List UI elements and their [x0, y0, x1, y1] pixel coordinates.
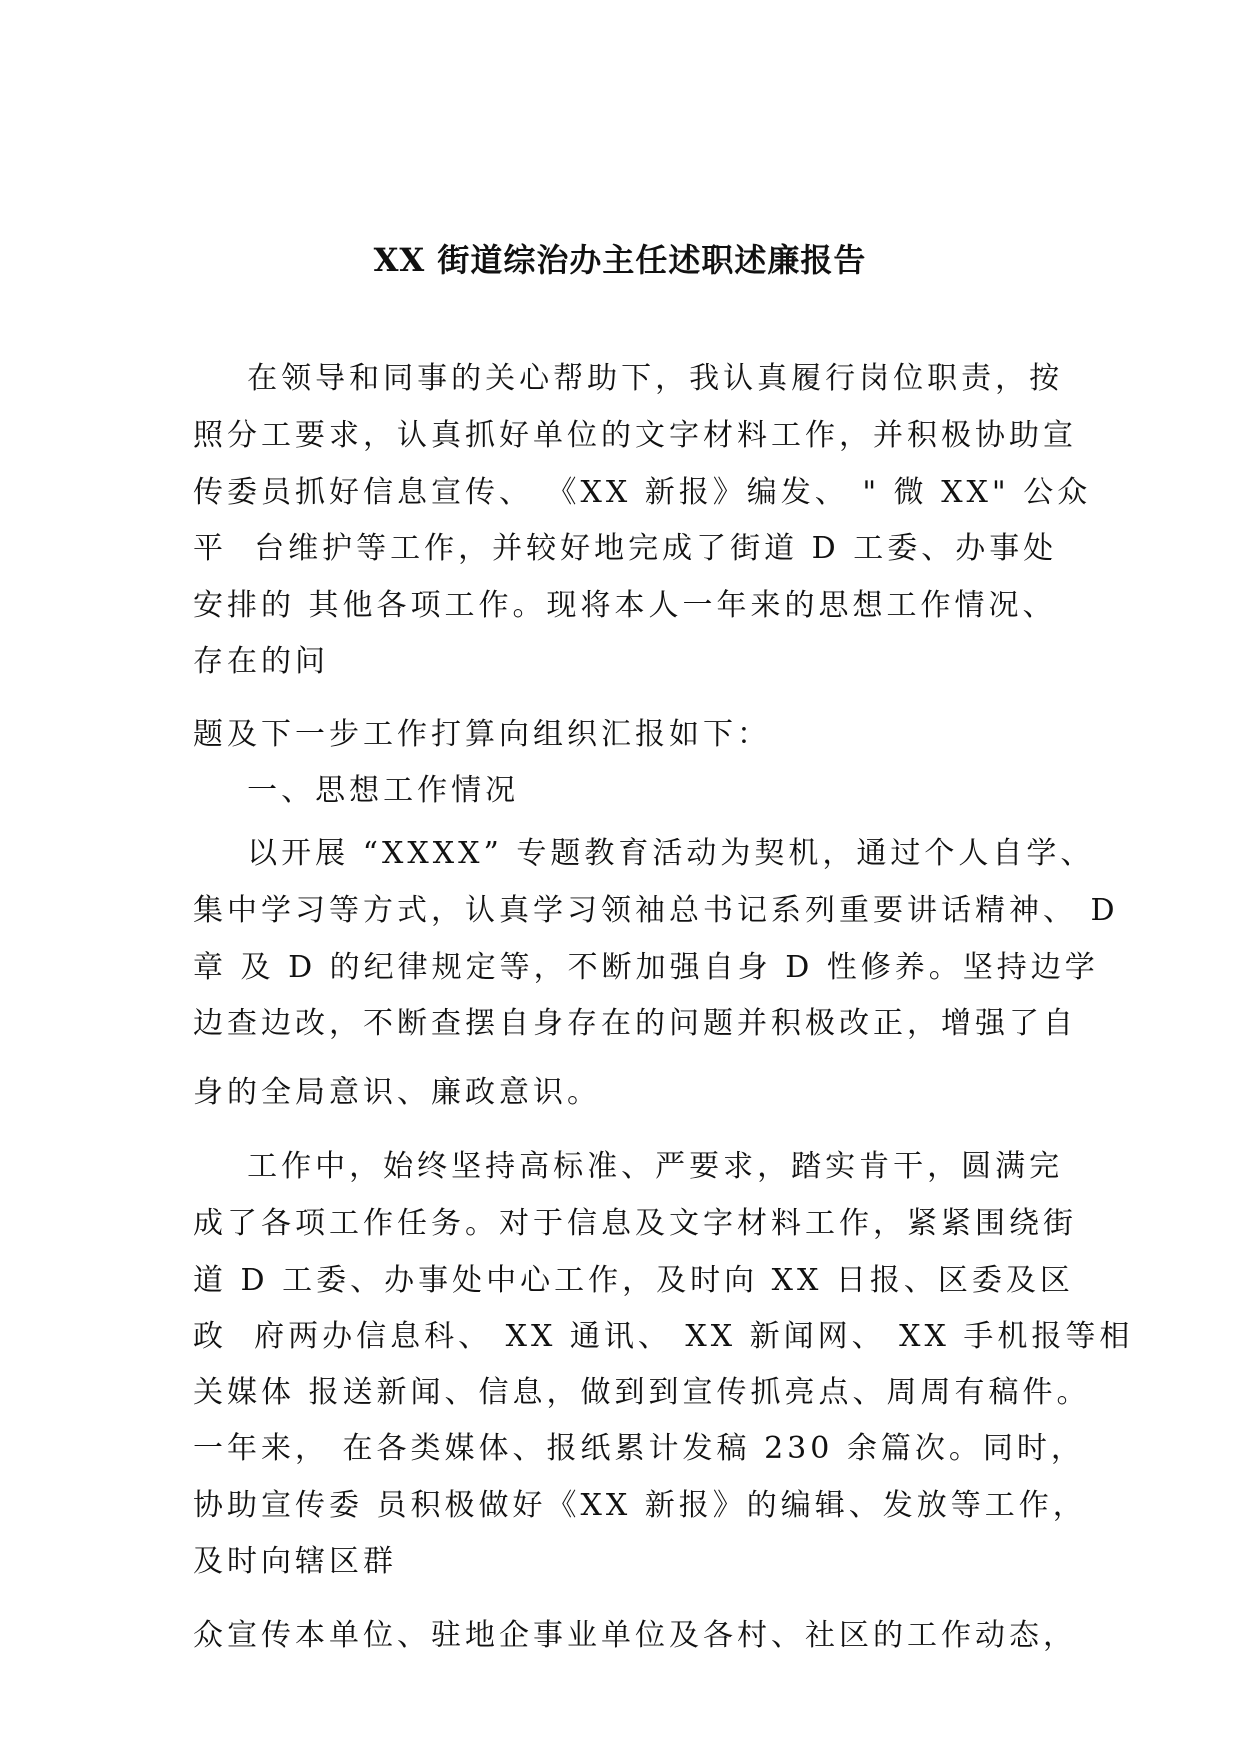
- paragraph-line: 安排的 其他各项工作。现将本人一年来的思想工作情况、: [193, 588, 1057, 623]
- paragraph-line: 照分工要求，认真抓好单位的文字材料工作，并积极协助宣: [193, 418, 1077, 453]
- paragraph-line: 政 府两办信息科、 XX 通讯、 XX 新闻网、 XX 手机报等相: [193, 1319, 1134, 1354]
- paragraph-line: 集中学习等方式，认真学习领袖总书记系列重要讲话精神、 D: [193, 893, 1119, 928]
- paragraph-line: 关媒体 报送新闻、信息，做到到宣传抓亮点、周周有稿件。: [193, 1375, 1091, 1410]
- paragraph-line: 边查边改，不断查摆自身存在的问题并积极改正，增强了自: [193, 1006, 1077, 1041]
- paragraph-line: 存在的问: [193, 644, 329, 679]
- paragraph-line: 道 D 工委、办事处中心工作，及时向 XX 日报、区委及区: [193, 1263, 1074, 1298]
- document-title: XX 街道综治办主任述职述廉报告: [373, 241, 867, 279]
- paragraph-line: 众宣传本单位、驻地企事业单位及各村、社区的工作动态，: [193, 1618, 1077, 1653]
- paragraph-line: 平 台维护等工作，并较好地完成了街道 D 工委、办事处: [193, 531, 1058, 566]
- paragraph-line: 协助宣传委 员积极做好《XX 新报》的编辑、发放等工作，: [193, 1488, 1087, 1523]
- paragraph-line: 以开展 “XXXX” 专题教育活动为契机，通过个人自学、: [193, 836, 1095, 871]
- section-heading: 一、思想工作情况: [193, 773, 520, 808]
- paragraph-line: 工作中，始终坚持高标准、严要求，踏实肯干，圆满完: [193, 1149, 1064, 1184]
- paragraph-line: 身的全局意识、廉政意识。: [193, 1075, 601, 1110]
- paragraph-line: 传委员抓好信息宣传、 《XX 新报》编发、 " 微 XX" 公众: [193, 475, 1092, 510]
- paragraph-line: 及时向辖区群: [193, 1544, 397, 1579]
- paragraph-line: 章 及 D 的纪律规定等，不断加强自身 D 性修养。坚持边学: [193, 950, 1099, 985]
- paragraph-line: 一年来， 在各类媒体、报纸累计发稿 230 余篇次。同时，: [193, 1431, 1085, 1466]
- paragraph-line: 成了各项工作任务。对于信息及文字材料工作，紧紧围绕街: [193, 1206, 1077, 1241]
- paragraph-line: 题及下一步工作打算向组织汇报如下：: [193, 717, 771, 752]
- paragraph-line: 在领导和同事的关心帮助下，我认真履行岗位职责，按: [193, 361, 1064, 396]
